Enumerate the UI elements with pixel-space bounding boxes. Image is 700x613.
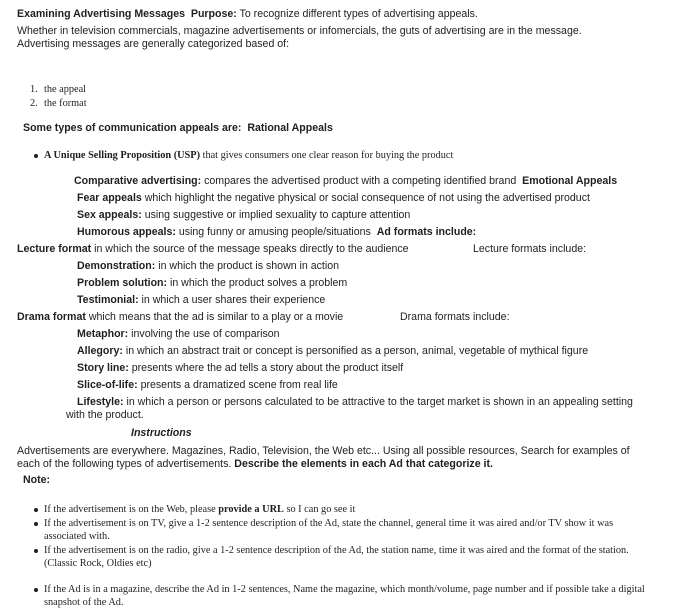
lifestyle-term: Lifestyle: bbox=[77, 396, 124, 408]
note-web-bold: provide a URL bbox=[218, 504, 284, 515]
note-label: Note: bbox=[23, 474, 51, 486]
ad-formats-heading: Ad formats include: bbox=[376, 226, 477, 238]
sex-term: Sex appeals: bbox=[77, 209, 142, 221]
purpose-label: Purpose: bbox=[190, 8, 237, 20]
story-line-line bbox=[77, 362, 403, 375]
problem-solution-line bbox=[77, 277, 347, 290]
demonstration-text: in which the product is shown in action bbox=[155, 260, 340, 272]
fear-line bbox=[77, 192, 590, 205]
lifestyle-line bbox=[77, 396, 633, 409]
lifestyle-line-2: with the product. bbox=[66, 409, 144, 421]
problem-solution-term: Problem solution: bbox=[77, 277, 168, 289]
list-number: 2. bbox=[30, 98, 38, 109]
comparative-line bbox=[74, 175, 617, 188]
metaphor-text: involving the use of comparison bbox=[128, 328, 280, 340]
list-item bbox=[30, 97, 87, 110]
purpose-text: To recognize different types of advertising appeals. bbox=[236, 8, 478, 20]
fear-text: which highlight the negative physical or social consequence of not using the advertised product bbox=[141, 192, 590, 204]
title-line bbox=[17, 8, 478, 21]
instructions-line-1: Advertisements are everywhere. Magazines, Radio, Television, the Web etc... Using all possible resources, Search for examples of bbox=[17, 445, 630, 457]
note-radio-line-2: (Classic Rock, Oldies etc) bbox=[44, 558, 152, 569]
note-tv-line-1: If the advertisement is on TV, give a 1-2 sentence description of the Ad, state the channel, general time it was aired and/or TV show it was bbox=[44, 518, 614, 529]
lifestyle-text: in which a person or persons calculated to be attractive to the target market is shown in an appealing setting bbox=[123, 396, 633, 408]
story-line-term: Story line: bbox=[77, 362, 129, 374]
instructions-heading: Instructions bbox=[131, 427, 192, 439]
bullet-icon bbox=[34, 154, 38, 158]
bullet-icon bbox=[34, 522, 38, 526]
note-web-pre: If the advertisement is on the Web, please bbox=[44, 504, 219, 515]
list-number: 1. bbox=[30, 84, 38, 95]
slice-of-life-term: Slice-of-life: bbox=[77, 379, 138, 391]
bullet-icon bbox=[34, 549, 38, 553]
emotional-appeals-heading: Emotional Appeals bbox=[522, 175, 618, 187]
story-line-text: presents where the ad tells a story about the product itself bbox=[128, 362, 404, 374]
note-tv-line-2: associated with. bbox=[44, 531, 110, 542]
document-title: Examining Advertising Messages bbox=[17, 8, 185, 20]
drama-include: Drama formats include: bbox=[400, 311, 510, 323]
note-magazine-line-1: If the Ad is in a magazine, describe the Ad in 1-2 sentences, Name the magazine, which month/volume, page number and if possible take a digital bbox=[44, 584, 645, 595]
usp-term: A Unique Selling Proposition (USP) bbox=[44, 150, 201, 161]
slice-of-life-text: presents a dramatized scene from real life bbox=[137, 379, 338, 391]
instructions-line-2-bold: Describe the elements in each Ad that categorize it. bbox=[234, 458, 493, 470]
note-magazine-line-2: snapshot of the Ad. bbox=[44, 597, 124, 608]
list-text: the appeal bbox=[44, 84, 87, 95]
sex-text: using suggestive or implied sexuality to capture attention bbox=[141, 209, 411, 221]
lecture-text: in which the source of the message speaks directly to the audience bbox=[91, 243, 409, 255]
lecture-term: Lecture format bbox=[17, 243, 92, 255]
instructions-line-2-text: each of the following types of advertisements. bbox=[17, 458, 235, 470]
testimonial-text: in which a user shares their experience bbox=[138, 294, 326, 306]
allegory-text: in which an abstract trait or concept is personified as a person, animal, vegetable of mythical figure bbox=[122, 345, 589, 357]
rational-appeals-heading: Rational Appeals bbox=[247, 122, 333, 134]
fear-term: Fear appeals bbox=[77, 192, 142, 204]
drama-line bbox=[17, 311, 343, 324]
comparative-term: Comparative advertising: bbox=[74, 175, 202, 187]
slice-of-life-line bbox=[77, 379, 338, 392]
note-web-post: so I can go see it bbox=[283, 504, 356, 515]
allegory-term: Allegory: bbox=[77, 345, 123, 357]
humorous-text: using funny or amusing people/situations bbox=[175, 226, 371, 238]
bullet-icon bbox=[34, 508, 38, 512]
usp-line bbox=[44, 149, 453, 162]
comparative-text: compares the advertised product with a competing identified brand bbox=[201, 175, 517, 187]
list-item bbox=[30, 83, 86, 96]
sex-line bbox=[77, 209, 410, 222]
note-web bbox=[44, 503, 355, 516]
instructions-line-2 bbox=[17, 458, 493, 471]
humorous-term: Humorous appeals: bbox=[77, 226, 176, 238]
humorous-line bbox=[77, 226, 476, 239]
problem-solution-text: in which the product solves a problem bbox=[167, 277, 348, 289]
bullet-icon bbox=[34, 588, 38, 592]
intro-line-2: Advertising messages are generally categorized based of: bbox=[17, 38, 290, 50]
demonstration-line bbox=[77, 260, 339, 273]
metaphor-line bbox=[77, 328, 280, 341]
allegory-line bbox=[77, 345, 588, 358]
appeals-heading-line bbox=[23, 122, 333, 135]
drama-term: Drama format bbox=[17, 311, 86, 323]
demonstration-term: Demonstration: bbox=[77, 260, 156, 272]
intro-line-1: Whether in television commercials, magazine advertisements or infomercials, the guts of advertising are in the message. bbox=[17, 25, 582, 37]
note-radio-line-1: If the advertisement is on the radio, give a 1-2 sentence description of the Ad, the station name, time it was aired and the format of the station. bbox=[44, 545, 629, 556]
appeals-heading: Some types of communication appeals are: bbox=[23, 122, 242, 134]
lecture-include: Lecture formats include: bbox=[473, 243, 587, 255]
metaphor-term: Metaphor: bbox=[77, 328, 129, 340]
usp-text: that gives consumers one clear reason for buying the product bbox=[200, 150, 454, 161]
lecture-line bbox=[17, 243, 409, 256]
testimonial-line bbox=[77, 294, 325, 307]
testimonial-term: Testimonial: bbox=[77, 294, 139, 306]
drama-text: which means that the ad is similar to a play or a movie bbox=[85, 311, 344, 323]
list-text: the format bbox=[44, 98, 87, 109]
